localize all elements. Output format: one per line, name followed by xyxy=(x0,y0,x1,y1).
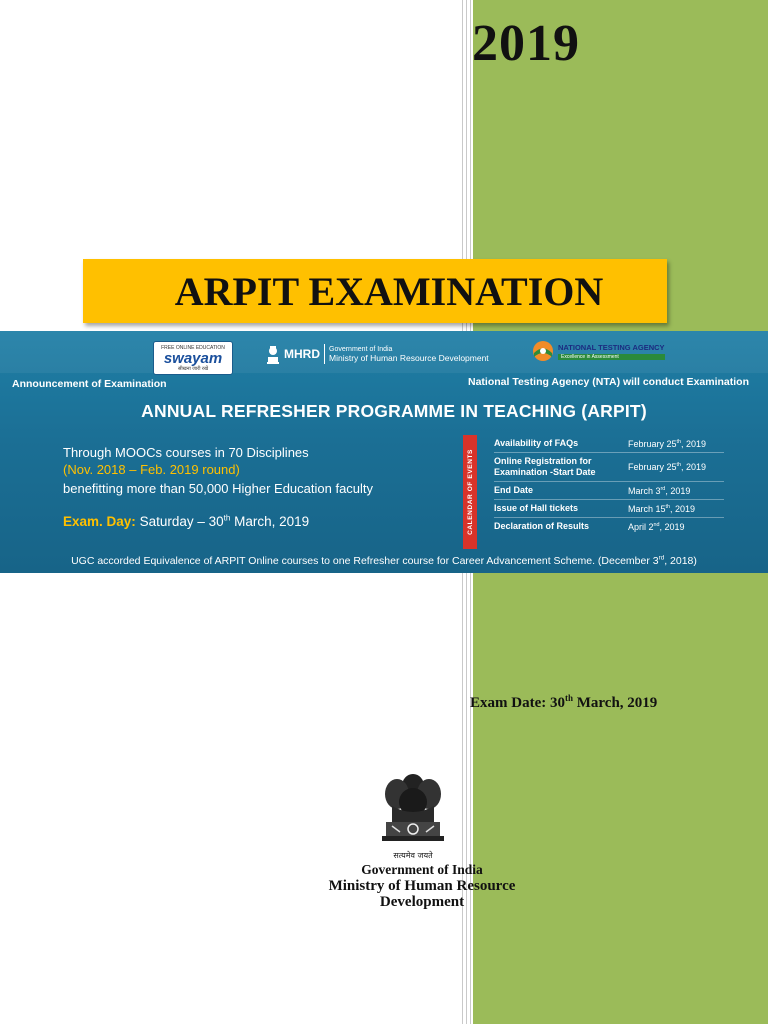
event-date-main: February 25 xyxy=(628,438,677,449)
mhrd-ministry-line: Ministry of Human Resource Development xyxy=(329,353,489,363)
event-row xyxy=(494,518,724,535)
exam-day-label: Exam. Day: xyxy=(63,514,136,529)
national-emblem-icon xyxy=(266,343,280,365)
exam-day-line xyxy=(63,514,309,529)
ugc-note-year: , 2018) xyxy=(664,555,697,567)
event-date-main: February 25 xyxy=(628,462,677,472)
ugc-note-sup: rd xyxy=(658,554,665,562)
event-name: Declaration of Results xyxy=(494,521,590,531)
swayam-name: swayam xyxy=(163,349,223,367)
mhrd-abbreviation: MHRD xyxy=(284,347,320,361)
event-date-year: , 2019 xyxy=(681,438,707,449)
event-name: Availability of FAQs xyxy=(494,438,579,448)
event-name: Issue of Hall tickets xyxy=(494,503,579,513)
exam-day-value xyxy=(140,514,310,529)
nta-tagline: Excellence in Assessment xyxy=(558,354,665,360)
emblem-motto: सत्यमेव जयते xyxy=(393,851,433,860)
event-date xyxy=(628,504,724,514)
event-row xyxy=(494,453,724,482)
ugc-note-main: UGC accorded Equivalence of ARPIT Online courses to one Refresher course for Career Advancement Scheme. (December 3 xyxy=(71,555,659,567)
event-date-sup: rd xyxy=(660,485,666,492)
event-row xyxy=(494,482,724,500)
event-date-year: , 2019 xyxy=(665,485,691,496)
round-line: (Nov. 2018 – Feb. 2019 round) xyxy=(63,462,240,477)
footer-ministry: Ministry of Human Resource xyxy=(328,878,516,894)
footer-development: Development xyxy=(379,894,465,910)
events-table xyxy=(494,435,724,535)
arpit-heading: ANNUAL REFRESHER PROGRAMME IN TEACHING (ARPIT) xyxy=(141,401,647,421)
nta-emblem-icon xyxy=(532,340,554,362)
footer-government: Government of India xyxy=(361,862,483,877)
exam-day-sup: th xyxy=(223,513,231,523)
event-name: Online Registration for Examination -Start Date xyxy=(494,456,596,477)
calendar-label: CALENDAR OF EVENTS xyxy=(466,449,474,535)
swayam-tagline: FREE ONLINE EDUCATION xyxy=(161,344,225,351)
moocs-line: Through MOOCs courses in 70 Disciplines xyxy=(63,445,309,460)
nta-conduct-text: National Testing Agency (NTA) will conduct Examination xyxy=(468,376,749,388)
exam-date-label: Exam Date: 30 xyxy=(470,695,565,711)
government-footer xyxy=(296,862,548,910)
exam-day-suffix: March, 2019 xyxy=(230,514,310,529)
event-date-sup: th xyxy=(665,503,671,510)
exam-date-suffix: March, 2019 xyxy=(573,695,658,711)
nta-name: NATIONAL TESTING AGENCY xyxy=(558,342,665,352)
event-date-sup: th xyxy=(676,462,682,468)
event-date xyxy=(628,439,724,449)
exam-date xyxy=(470,695,657,712)
announcement-text: Announcement of Examination xyxy=(12,378,167,390)
national-emblem-icon xyxy=(370,766,456,866)
calendar-of-events-strip xyxy=(463,435,477,549)
event-date-sup: th xyxy=(676,438,682,445)
mhrd-logo xyxy=(266,343,489,365)
arpit-announcement-banner xyxy=(0,331,768,573)
exam-date-sup: th xyxy=(564,693,573,703)
event-row xyxy=(494,435,724,453)
ugc-equivalence-note xyxy=(0,555,768,567)
nta-logo xyxy=(532,340,665,362)
mhrd-text xyxy=(329,345,489,363)
document-title: ARPIT EXAMINATION xyxy=(174,268,604,314)
event-date-main: March 3 xyxy=(628,485,661,496)
event-date xyxy=(628,522,724,532)
event-row xyxy=(494,500,724,518)
faculty-line: benefitting more than 50,000 Higher Education faculty xyxy=(63,481,374,496)
swayam-subtitle: सीखना जारी रखें xyxy=(177,365,209,372)
event-date-year: , 2019 xyxy=(659,521,685,532)
exam-day-prefix: Saturday – 30 xyxy=(139,514,224,529)
event-date xyxy=(628,462,724,472)
event-date-main: March 15 xyxy=(628,503,666,514)
event-date xyxy=(628,486,724,496)
swayam-logo xyxy=(153,341,233,375)
event-date-year: , 2019 xyxy=(681,462,707,472)
event-date-sup: nd xyxy=(653,521,660,528)
title-box xyxy=(83,259,667,323)
document-year: 2019 xyxy=(472,15,580,72)
event-date-main: April 2 xyxy=(628,521,654,532)
mhrd-gov-line: Government of India xyxy=(329,346,393,353)
event-date-year: , 2019 xyxy=(670,503,696,514)
mhrd-divider xyxy=(324,344,325,364)
event-name: End Date xyxy=(494,485,534,495)
